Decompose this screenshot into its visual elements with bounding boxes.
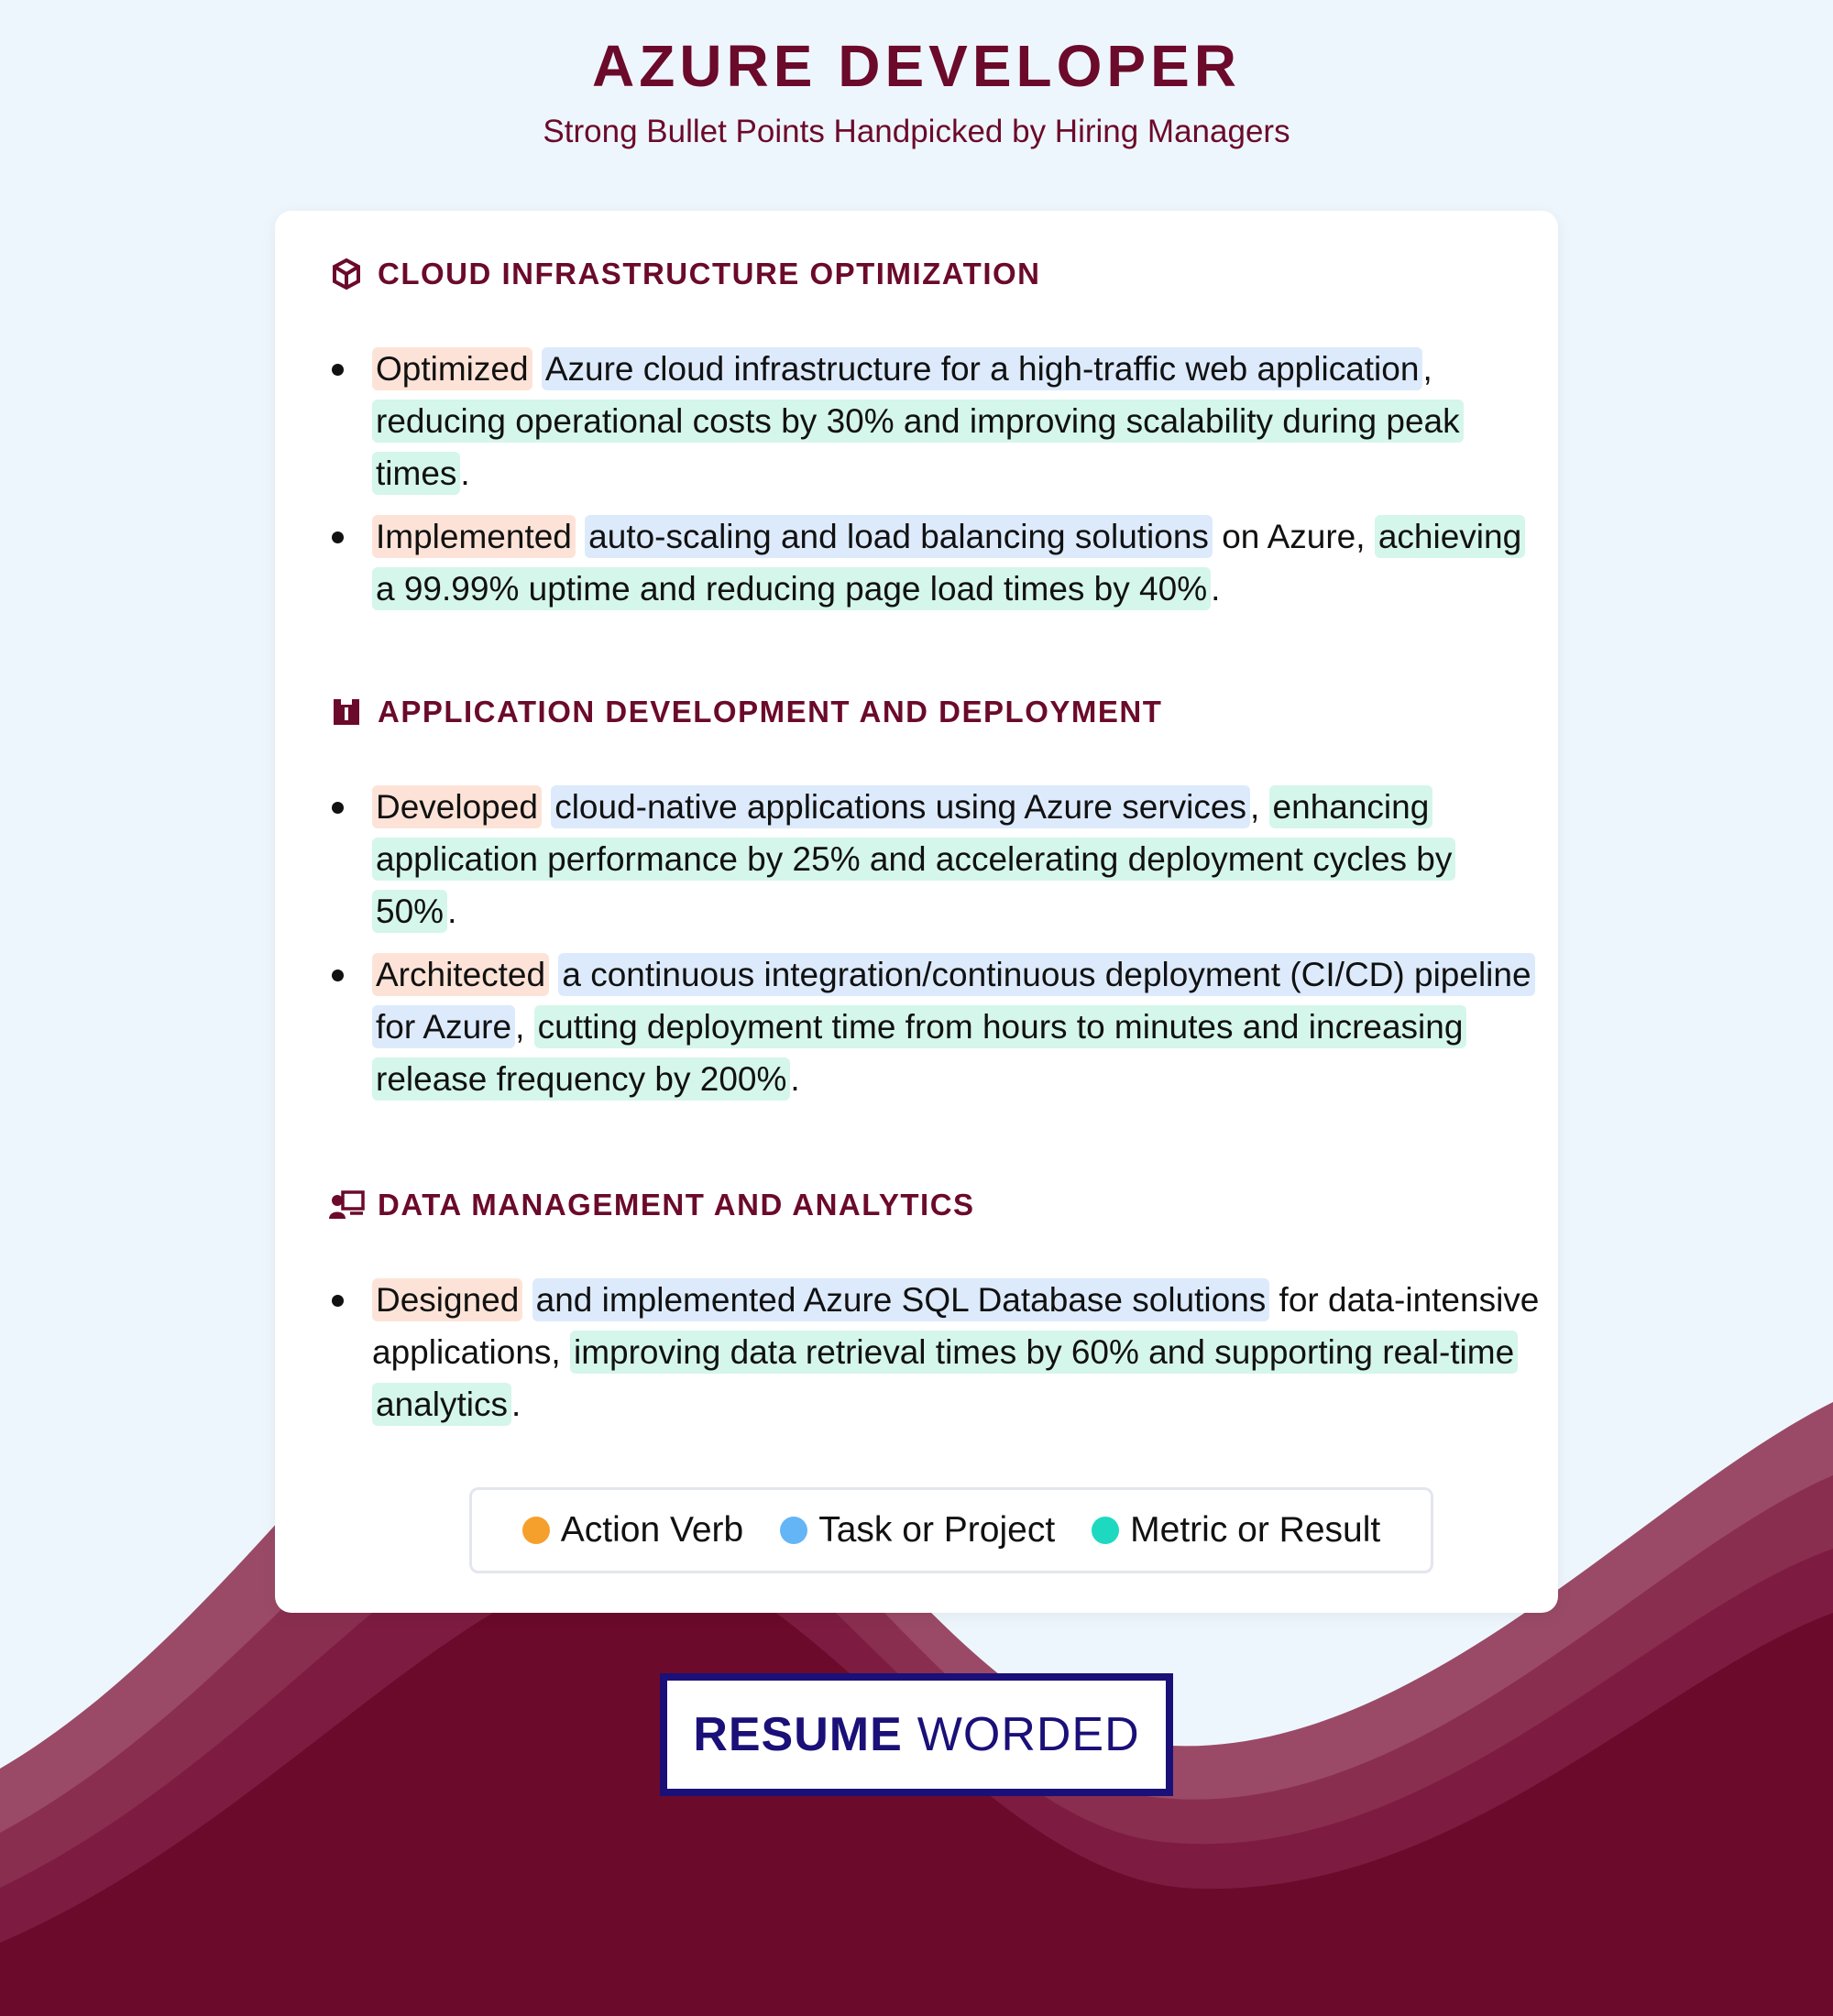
logo-word-resume: RESUME (693, 1708, 903, 1761)
metric-or-result: enhancing application performance by 25% and accelerating deployment cycles by 50% (372, 785, 1455, 933)
plain-text: , (515, 1008, 534, 1046)
bullet-item (330, 948, 1540, 1105)
cube-icon (328, 256, 365, 292)
bullet-item (330, 1274, 1540, 1430)
plain-text: on Azure, (1212, 518, 1375, 555)
metric-or-result: improving data retrieval times by 60% and supporting real-time analytics (372, 1331, 1518, 1426)
legend-label: Action Verb (560, 1510, 744, 1550)
task-or-project: auto-scaling and load balancing solutions (585, 515, 1213, 558)
badge-icon (328, 694, 365, 730)
plain-text: . (447, 893, 457, 930)
action-verb: Developed (372, 785, 542, 828)
task-or-project: a continuous integration/continuous deployment (CI/CD) pipeline for Azure (372, 953, 1535, 1048)
legend-item-metric-or-result (1092, 1510, 1380, 1550)
plain-text (576, 518, 585, 555)
bullet-item (330, 343, 1540, 499)
section-title: DATA MANAGEMENT AND ANALYTICS (378, 1188, 975, 1222)
plain-text: . (460, 455, 470, 492)
plain-text: for data-intensive applications, (372, 1281, 1540, 1371)
presenter-icon (328, 1187, 365, 1223)
bullet-item (330, 510, 1540, 615)
action-verb: Architected (372, 953, 549, 996)
bullet-list (330, 343, 1540, 626)
metric-or-result: cutting deployment time from hours to minutes and increasing release frequency by 200% (372, 1005, 1466, 1101)
legend-item-action-verb (522, 1510, 743, 1550)
plain-text: , (1422, 350, 1432, 388)
page-subtitle: Strong Bullet Points Handpicked by Hiring Managers (543, 114, 1290, 149)
bullet-card (275, 211, 1558, 1613)
highlight-legend (469, 1487, 1433, 1573)
plain-text (532, 350, 542, 388)
page-header (0, 27, 1833, 152)
plain-text: . (1211, 570, 1221, 608)
resume-worded-logo (660, 1673, 1173, 1796)
action-verb: Designed (372, 1278, 522, 1321)
legend-label: Task or Project (818, 1510, 1056, 1550)
plain-text (522, 1281, 532, 1319)
logo-word-worded: WORDED (916, 1708, 1140, 1761)
plain-text: . (790, 1060, 800, 1098)
plain-text: . (510, 1386, 521, 1423)
bullet-list (330, 1274, 1540, 1441)
bullet-item (330, 781, 1540, 937)
teal-dot-icon (1092, 1517, 1119, 1544)
section-title: APPLICATION DEVELOPMENT AND DEPLOYMENT (378, 695, 1163, 729)
orange-dot-icon (522, 1517, 550, 1544)
plain-text: , (1249, 788, 1269, 826)
action-verb: Optimized (372, 347, 532, 390)
section-title: CLOUD INFRASTRUCTURE OPTIMIZATION (378, 257, 1041, 290)
section-header (328, 691, 1162, 733)
section-header (328, 253, 1041, 295)
section-header (328, 1184, 975, 1226)
metric-or-result: reducing operational costs by 30% and improving scalability during peak times (372, 400, 1464, 495)
plain-text (549, 956, 558, 993)
legend-item-task-or-project (780, 1510, 1055, 1550)
plain-text (542, 788, 551, 826)
legend-label: Metric or Result (1130, 1510, 1381, 1550)
blue-dot-icon (780, 1517, 807, 1544)
task-or-project: and implemented Azure SQL Database solutions (532, 1278, 1270, 1321)
task-or-project: Azure cloud infrastructure for a high-traffic web application (542, 347, 1423, 390)
metric-or-result: achieving a 99.99% uptime and reducing page load times by 40% (372, 515, 1525, 610)
action-verb: Implemented (372, 515, 576, 558)
bullet-list (330, 781, 1540, 1116)
page-title: AZURE DEVELOPER (592, 33, 1241, 99)
task-or-project: cloud-native applications using Azure services (551, 785, 1250, 828)
